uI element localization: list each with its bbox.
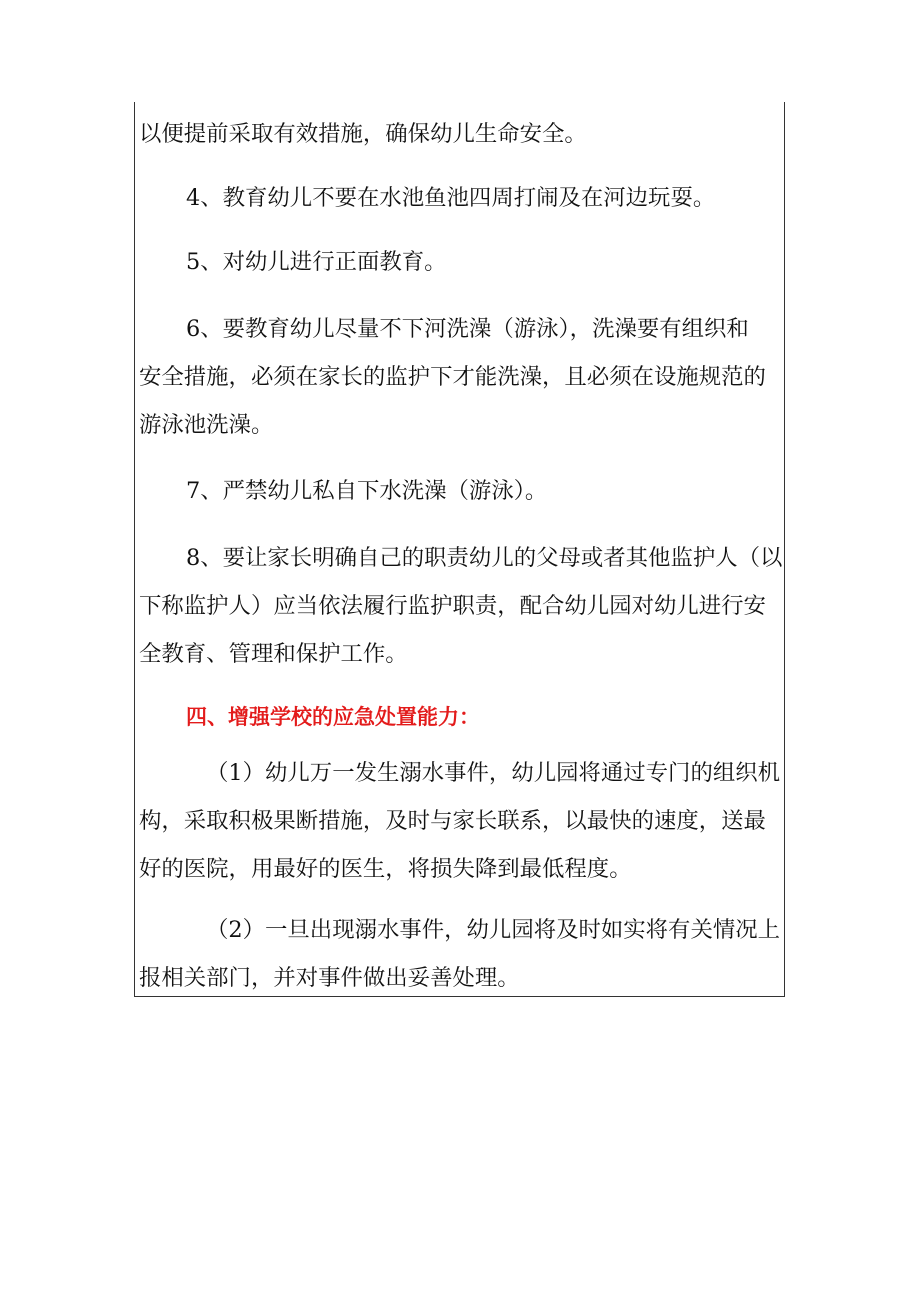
emergency-item-2-line-1: （2）一旦出现溺水事件，幼儿园将及时如实将有关情况上 [206, 917, 781, 943]
paragraph-item-6-line-3: 游泳池洗澡。 [139, 412, 274, 438]
paragraph-item-7: 7、严禁幼儿私自下水洗澡（游泳）。 [186, 478, 548, 504]
paragraph-item-8-line-1: 8、要让家长明确自己的职责幼儿的父母或者其他监护人（以 [186, 545, 783, 571]
paragraph-item-8-line-3: 全教育、管理和保护工作。 [139, 641, 408, 667]
paragraph-continuation: 以便提前采取有效措施，确保幼儿生命安全。 [139, 121, 587, 147]
emergency-item-1-line-1: （1）幼儿万一发生溺水事件，幼儿园将通过专门的组织机 [206, 760, 781, 786]
paragraph-item-6-line-1: 6、要教育幼儿尽量不下河洗澡（游泳），洗澡要有组织和 [186, 316, 749, 342]
emergency-item-1-line-3: 好的医院，用最好的医生，将损失降到最低程度。 [139, 856, 632, 882]
paragraph-item-5: 5、对幼儿进行正面教育。 [186, 249, 447, 275]
emergency-item-1-line-2: 构，采取积极果断措施，及时与家长联系，以最快的速度，送最 [139, 808, 766, 834]
paragraph-item-6-line-2: 安全措施，必须在家长的监护下才能洗澡，且必须在设施规范的 [139, 364, 766, 390]
paragraph-item-8-line-2: 下称监护人）应当依法履行监护职责，配合幼儿园对幼儿进行安 [139, 593, 766, 619]
document-table-cell [134, 102, 785, 997]
paragraph-item-4: 4、教育幼儿不要在水池鱼池四周打闹及在河边玩耍。 [186, 185, 716, 211]
emergency-item-2-line-2: 报相关部门，并对事件做出妥善处理。 [139, 965, 520, 991]
section-heading: 四、增强学校的应急处置能力： [186, 705, 480, 729]
